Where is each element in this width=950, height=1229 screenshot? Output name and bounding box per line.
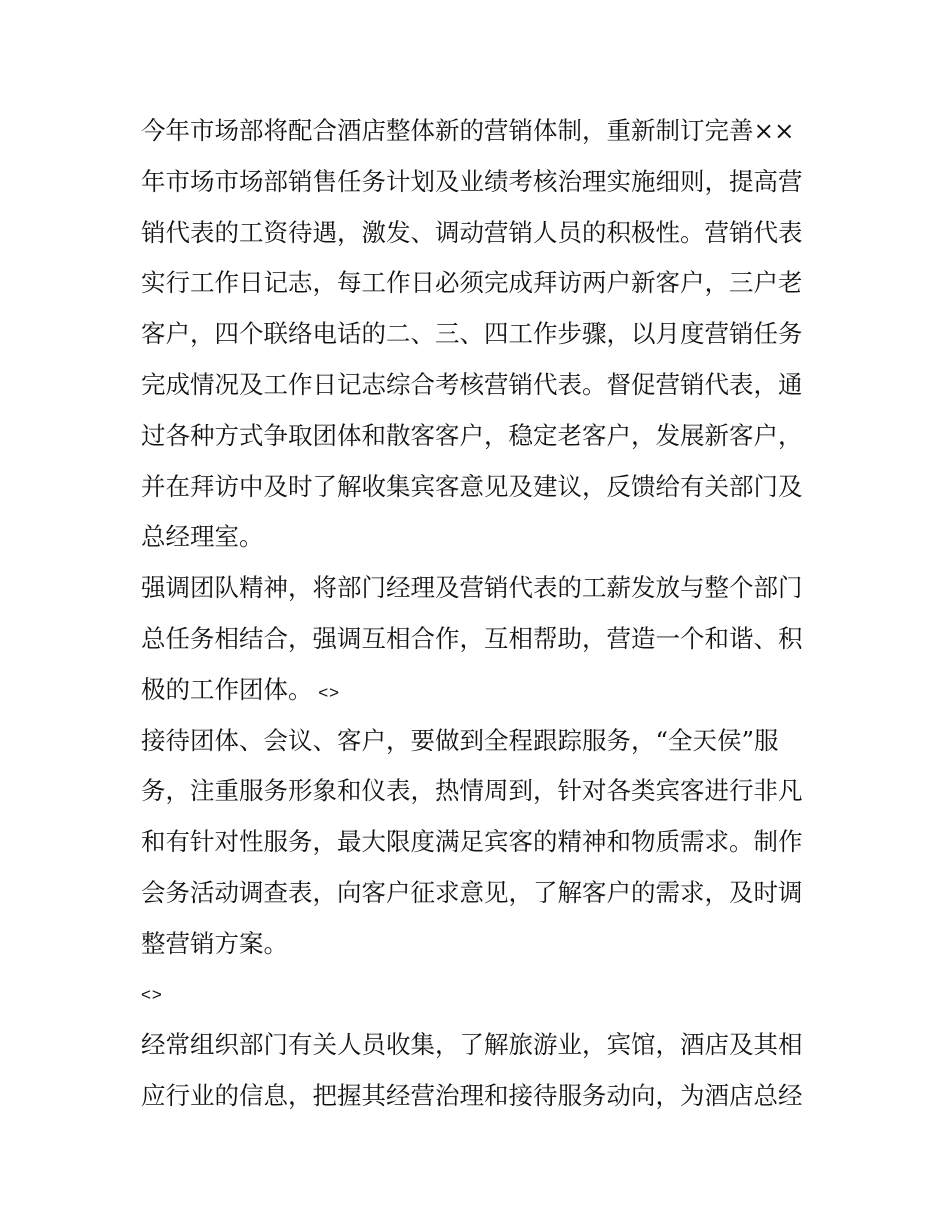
text-line: 整营销方案。 [141,928,288,958]
text-line: 销代表的工资待遇，激发、调动营销人员的积极性。营销代表 [141,217,803,247]
text-line: 务，注重服务形象和仪表，热情周到，针对各类宾客进行非凡 [141,776,803,806]
text-line: 过各种方式争取团体和散客客户，稳定老客户，发展新客户， [141,420,803,450]
text-line: 经常组织部门有关人员收集，了解旅游业，宾馆，酒店及其相 [141,1030,803,1060]
text-line: 总经理室。 [141,522,264,552]
inline-marker: <> [312,682,341,702]
text-line: 今年市场部将配合酒店整体新的营销体制，重新制订完善×× [141,116,795,145]
text-line: 极的工作团体。 [141,674,313,704]
text-line: 年市场市场部销售任务计划及业绩考核治理实施细则，提高营 [141,166,803,196]
text-line: 应行业的信息，把握其经营治理和接待服务动向，为酒店总经 [141,1081,803,1111]
standalone-marker: <> [141,984,163,1004]
text-line: 客户，四个联络电话的二、三、四工作步骤，以月度营销任务 [141,319,803,349]
body-text [141,106,821,1122]
text-line: 总任务相结合，强调互相合作，互相帮助，营造一个和谐、积 [141,623,803,653]
text-line-with-marker [141,665,821,716]
text-line: 接待团体、会议、客户，要做到全程跟踪服务，“全天侯”服 [141,725,779,755]
text-line: 实行工作日记志，每工作日必须完成拜访两户新客户，三户老 [141,268,803,298]
text-line: 和有针对性服务，最大限度满足宾客的精神和物质需求。制作 [141,827,803,857]
text-line: 完成情况及工作日记志综合考核营销代表。督促营销代表，通 [141,369,803,399]
text-line: 并在拜访中及时了解收集宾客意见及建议，反馈给有关部门及 [141,471,803,501]
text-line: 会务活动调查表，向客户征求意见，了解客户的需求，及时调 [141,877,803,907]
text-line: 强调团队精神，将部门经理及营销代表的工薪发放与整个部门 [141,573,803,603]
